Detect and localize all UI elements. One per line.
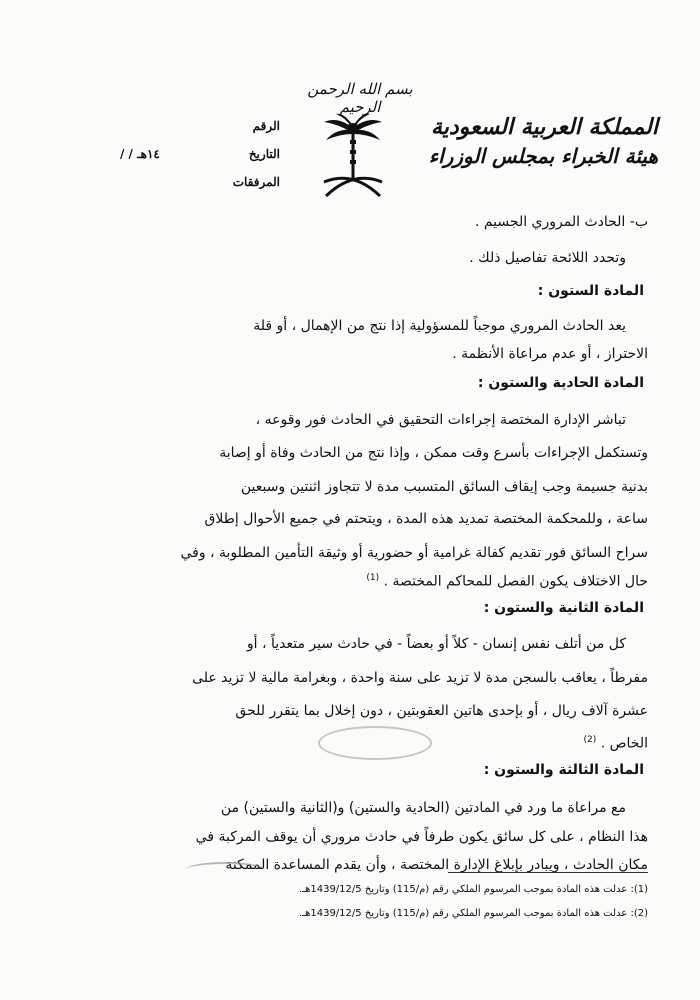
body-line — [58, 573, 648, 590]
ref-attachments-row — [120, 168, 280, 196]
footnote: (2): عدلت هذه المادة بموجب المرسوم الملكي رقم (م/115) وتاريخ 1439/12/5هـ. — [298, 908, 648, 919]
footnote-rule — [448, 872, 648, 873]
body-line: عشرة آلاف ريال ، أو بإحدى هاتين العقوبتين ، دون إخلال بما يتقرر للحق — [235, 703, 648, 719]
org-line-2: هيئة الخبراء بمجلس الوزراء — [428, 144, 658, 168]
ink-stamp — [185, 862, 265, 878]
body-line: وتستكمل الإجراءات بأسرع وقت ممكن ، وإذا نتج من الحادث وفاة أو إصابة — [219, 445, 648, 461]
org-line-1: المملكة العربية السعودية — [430, 114, 658, 140]
ref-attachments-label: المرفقات — [232, 175, 280, 189]
organization-name — [408, 112, 658, 170]
ref-number-label: الرقم — [252, 119, 280, 133]
palm-swords-emblem-icon — [318, 110, 388, 200]
body-line: كل من أتلف نفس إنسان - كلاً أو بعضاً - في حادث سير متعدياً ، أو — [246, 636, 626, 652]
article-heading: المادة الثانية والستون : — [483, 600, 644, 616]
ref-date-row — [120, 140, 280, 168]
body-line: يعد الحادث المروري موجباً للمسؤولية إذا نتج من الإهمال ، أو قلة — [253, 318, 626, 334]
ink-stamp — [318, 726, 432, 760]
ref-number-row — [120, 112, 280, 140]
article-heading: المادة الثالثة والستون : — [483, 762, 644, 778]
body-line: وتحدد اللائحة تفاصيل ذلك . — [469, 250, 626, 266]
body-line: ساعة ، وللمحكمة المختصة تمديد هذه المدة ، ويتحتم في جميع الأحوال إطلاق — [204, 511, 648, 527]
body-line: تباشر الإدارة المختصة إجراءات التحقيق في الحادث فور وقوعه ، — [255, 412, 626, 428]
ref-date-label: التاريخ — [248, 147, 280, 161]
body-line: ب- الحادث المروري الجسيم . — [474, 214, 648, 230]
body-line: مفرطاً ، يعاقب بالسجن مدة لا تزيد على سنة واحدة ، وبغرامة مالية لا تزيد على — [192, 670, 648, 686]
basmala: بسم الله الرحمن الرحيم — [307, 80, 413, 116]
body-line-text: الخاص . — [600, 735, 648, 752]
article-heading: المادة الحادية والستون : — [477, 375, 644, 391]
body-line-text: حال الاختلاف يكون الفصل للمحاكم المختصة . — [383, 573, 648, 590]
footnote-marker: (2) — [583, 735, 597, 745]
body-line: هذا النظام ، على كل سائق يكون طرفاً في حادث مروري أن يوقف المركبة في — [195, 829, 648, 845]
body-line: مع مراعاة ما ورد في المادتين (الحادية والستين) و(الثانية والستين) من — [220, 800, 626, 816]
footnote: (1): عدلت هذه المادة بموجب المرسوم الملكي رقم (م/115) وتاريخ 1439/12/5هـ. — [298, 884, 648, 895]
body-line: مكان الحادث ، ويبادر بإبلاغ الإدارة المختصة ، وأن يقدم المساعدة الممكنة — [225, 857, 648, 873]
article-heading: المادة الستون : — [537, 283, 644, 299]
footnote-marker: (1) — [366, 573, 380, 583]
body-line: بدنية جسيمة وجب إيقاف السائق المتسبب مدة لا تتجاوز اثنتين وسبعين — [240, 479, 648, 495]
reference-block — [120, 112, 280, 196]
body-line: سراح السائق فور تقديم كفالة غرامية أو حضورية أو وثيقة التأمين المطلوبة ، وفي — [180, 545, 648, 561]
ref-date-value: / / ١٤هـ — [120, 147, 160, 161]
body-line: الاحتراز ، أو عدم مراعاة الأنظمة . — [452, 346, 648, 362]
